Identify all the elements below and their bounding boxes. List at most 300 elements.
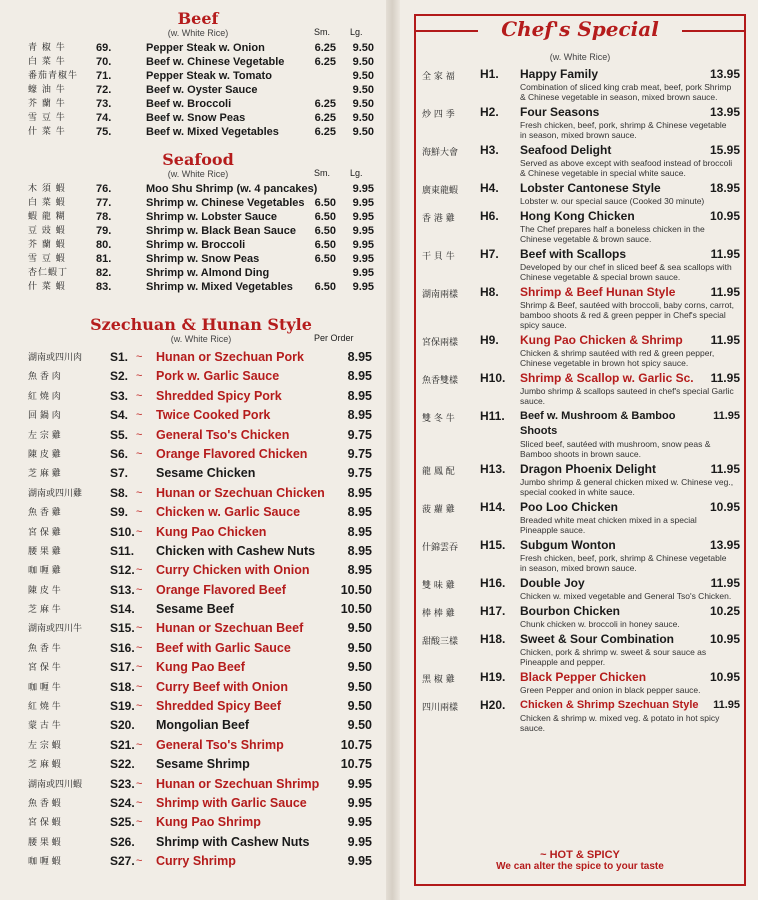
hot-pepper-icon: ~ xyxy=(136,583,143,596)
chinese-name: 白 菜 蝦 xyxy=(28,198,66,208)
item-name: Shrimp w. Lobster Sauce xyxy=(146,211,278,223)
special-item xyxy=(416,462,744,497)
item-description: Sliced beef, sautéed with mushroom, snow peas & Bamboo shoots in brown sauce. xyxy=(520,439,711,459)
price-large: 9.50 xyxy=(352,98,374,110)
price-small: 6.25 xyxy=(314,56,336,68)
hot-pepper-icon: ~ xyxy=(136,506,143,519)
price-small: 6.25 xyxy=(314,42,336,54)
item-name: Twice Cooked Pork xyxy=(156,408,271,423)
price-large: 9.95 xyxy=(352,197,374,209)
item-name: Beef w. Oyster Sauce xyxy=(146,84,258,96)
item-code: H19. xyxy=(480,670,506,684)
menu-item xyxy=(28,426,374,445)
item-title xyxy=(520,409,740,439)
item-title xyxy=(520,604,740,619)
item-number: S11. xyxy=(110,543,135,558)
chinese-name: 蝦 龍 糊 xyxy=(28,212,66,222)
item-price: 9.75 xyxy=(347,466,372,481)
item-name: Pepper Steak w. Onion xyxy=(146,42,265,54)
item-number: 79. xyxy=(96,225,112,237)
item-price: 9.95 xyxy=(347,776,372,791)
item-description: Jumbo shrimp & scallops sauteed in chef's special Garlic sauce. xyxy=(520,386,734,406)
item-name: Curry Beef with Onion xyxy=(156,679,288,694)
hot-pepper-icon: ~ xyxy=(136,777,143,790)
item-price: 11.95 xyxy=(710,576,740,590)
item-number: 69. xyxy=(96,42,112,54)
item-name: Chicken & Shrimp Szechuan Style xyxy=(520,699,699,711)
szechuan-list xyxy=(28,348,374,872)
item-description: Chicken & shrimp w. mixed veg. & potato in hot spicy sauce. xyxy=(520,713,720,733)
item-code: H7. xyxy=(480,247,499,261)
beef-title: Beef xyxy=(177,9,219,28)
chinese-name: 芝 麻 牛 xyxy=(28,605,61,616)
item-number: S16. xyxy=(110,640,135,655)
item-description: Green Pepper and onion in black pepper sauce. xyxy=(520,685,701,695)
chefs-special-subtitle: (w. White Rice) xyxy=(549,52,611,62)
item-title xyxy=(520,143,740,158)
price-large: 9.50 xyxy=(352,56,374,68)
item-name: Curry Shrimp xyxy=(156,854,236,869)
szechuan-section xyxy=(28,316,374,872)
item-price: 11.95 xyxy=(710,285,740,299)
beef-col-sm: Sm. xyxy=(314,27,331,37)
menu-item xyxy=(28,523,374,542)
item-title xyxy=(520,538,740,553)
menu-item xyxy=(28,833,374,852)
chinese-name: 芝 麻 蝦 xyxy=(28,760,61,771)
price-large: 9.50 xyxy=(352,126,374,138)
hot-spicy-note xyxy=(416,849,744,872)
chefs-special-box xyxy=(414,14,746,886)
item-number: 82. xyxy=(96,267,112,279)
item-name: Orange Flavored Beef xyxy=(156,582,286,597)
menu-item xyxy=(28,581,374,600)
item-number: 74. xyxy=(96,112,112,124)
chinese-name: 蠔 油 牛 xyxy=(28,85,66,95)
item-description: Served as above except with seafood instead of broccoli & Chinese vegetable in special white sauce. xyxy=(520,158,733,178)
chinese-name: 芥 蘭 牛 xyxy=(28,99,66,109)
chinese-name: 湖南或四川牛 xyxy=(28,624,83,635)
item-number: S26. xyxy=(110,834,135,849)
item-number: S19. xyxy=(110,699,135,714)
item-name: Kung Pao Beef xyxy=(156,660,245,675)
chinese-name: 咖 喱 牛 xyxy=(28,682,61,693)
price-small: 6.25 xyxy=(314,98,336,110)
hot-pepper-icon: ~ xyxy=(136,564,143,577)
item-price: 9.50 xyxy=(347,621,372,636)
special-item xyxy=(416,67,744,102)
item-number: 81. xyxy=(96,253,112,265)
beef-list xyxy=(28,41,374,139)
item-number: S1. xyxy=(110,350,129,364)
hot-pepper-icon: ~ xyxy=(136,351,143,363)
item-number: 83. xyxy=(96,281,112,293)
item-code: H11. xyxy=(480,409,505,423)
item-name: Moo Shu Shrimp (w. 4 pancakes) xyxy=(146,183,318,195)
item-name: Mongolian Beef xyxy=(156,718,250,733)
item-name: Shrimp w. Mixed Vegetables xyxy=(146,281,293,293)
item-title xyxy=(520,576,740,591)
item-code: H14. xyxy=(480,500,506,514)
price-small: 6.50 xyxy=(314,211,336,223)
item-number: S12. xyxy=(110,563,135,578)
item-name: Four Seasons xyxy=(520,105,600,119)
price-large: 9.50 xyxy=(352,42,374,54)
item-description: The Chef prepares half a boneless chicken in the Chinese vegetable & brown sauce. xyxy=(520,224,705,244)
item-description: Fresh chicken, beef, pork, shrimp & Chinese vegetable in season, mixed brown sauce. xyxy=(520,553,727,573)
item-number: S14. xyxy=(110,602,135,617)
item-name: Happy Family xyxy=(520,67,599,81)
item-code: H9. xyxy=(480,333,499,347)
menu-item xyxy=(28,182,374,196)
hot-pepper-icon: ~ xyxy=(136,738,143,751)
item-name: Double Joy xyxy=(520,576,585,590)
item-price: 8.95 xyxy=(347,505,372,520)
special-item xyxy=(416,371,744,406)
chinese-name: 木 須 蝦 xyxy=(28,184,66,194)
item-price: 18.95 xyxy=(709,181,740,195)
item-name: Hunan or Szechuan Shrimp xyxy=(156,776,320,791)
special-item xyxy=(416,670,744,695)
menu-item xyxy=(28,697,374,716)
item-title xyxy=(520,181,740,196)
item-name: Shrimp with Cashew Nuts xyxy=(156,834,310,849)
menu-item xyxy=(28,238,374,252)
item-price: 9.50 xyxy=(347,660,372,675)
item-number: 78. xyxy=(96,211,112,223)
special-item xyxy=(416,576,744,601)
item-number: 75. xyxy=(96,126,112,138)
item-name: Chicken with Cashew Nuts xyxy=(156,543,316,558)
chinese-name: 湖南或四川肉 xyxy=(28,353,83,363)
item-price: 15.95 xyxy=(709,143,740,157)
hot-pepper-icon: ~ xyxy=(136,622,143,635)
item-number: 71. xyxy=(96,70,112,82)
left-column xyxy=(28,10,374,872)
chinese-name: 四川兩樣 xyxy=(422,703,459,713)
item-price: 10.50 xyxy=(340,602,372,617)
chinese-name: 杏仁蝦丁 xyxy=(28,268,69,278)
hot-pepper-icon: ~ xyxy=(136,447,143,460)
hot-pepper-icon: ~ xyxy=(136,389,143,402)
chinese-name: 菠 蘿 雞 xyxy=(422,505,455,515)
menu-item xyxy=(28,406,374,425)
hot-pepper-icon: ~ xyxy=(136,641,143,654)
special-item xyxy=(416,333,744,368)
item-price: 8.95 xyxy=(347,563,372,578)
seafood-section xyxy=(28,151,374,294)
item-name: Shrimp w. Black Bean Sauce xyxy=(146,225,296,237)
chinese-name: 陳 皮 牛 xyxy=(28,585,61,596)
hot-pepper-icon: ~ xyxy=(136,525,143,538)
chinese-name: 咖 喱 蝦 xyxy=(28,857,61,868)
item-price: 10.50 xyxy=(340,582,372,597)
seafood-list xyxy=(28,182,374,294)
item-code: H8. xyxy=(480,285,499,299)
price-small: 6.25 xyxy=(314,112,336,124)
item-price: 8.95 xyxy=(347,543,372,558)
chinese-name: 棒 棒 雞 xyxy=(422,609,455,619)
hot-pepper-icon: ~ xyxy=(136,370,143,383)
item-name: Shrimp & Scallop w. Garlic Sc. xyxy=(520,371,694,385)
item-description: Combination of sliced king crab meat, beef, pork Shrimp & Chinese vegetable in season, mixed brown sauce. xyxy=(520,82,732,102)
hot-pepper-icon: ~ xyxy=(136,796,143,809)
chinese-name: 回 鍋 肉 xyxy=(28,411,61,422)
beef-section xyxy=(28,10,374,139)
hot-pepper-icon: ~ xyxy=(136,680,143,693)
item-price: 13.95 xyxy=(709,105,740,119)
item-number: S20. xyxy=(110,718,135,733)
item-name: Bourbon Chicken xyxy=(520,604,621,618)
chinese-name: 宮 保 蝦 xyxy=(28,818,61,829)
chinese-name: 左 宗 雞 xyxy=(28,430,61,441)
item-price: 10.75 xyxy=(340,737,372,752)
item-name: Orange Flavored Chicken xyxy=(156,446,308,461)
item-name: Sweet & Sour Combination xyxy=(520,632,675,646)
menu-item xyxy=(28,367,374,386)
item-price: 8.95 xyxy=(347,408,372,423)
item-price: 9.50 xyxy=(347,699,372,714)
menu-item xyxy=(28,387,374,406)
menu-item xyxy=(28,678,374,697)
item-title xyxy=(520,371,740,386)
menu-item xyxy=(28,210,374,224)
menu-item xyxy=(28,852,374,871)
chinese-name: 雪 豆 蝦 xyxy=(28,254,66,264)
item-name: Sesame Chicken xyxy=(156,466,256,481)
item-code: H3. xyxy=(480,143,499,157)
price-small: 6.50 xyxy=(314,281,336,293)
chinese-name: 青 椒 牛 xyxy=(28,43,66,53)
item-name: Kung Pao Chicken xyxy=(156,524,267,539)
item-code: H13. xyxy=(480,462,506,476)
price-large: 9.95 xyxy=(352,281,374,293)
item-price: 10.75 xyxy=(340,757,372,772)
chinese-name: 魚香雙樣 xyxy=(422,376,459,386)
hot-pepper-icon: ~ xyxy=(136,428,143,441)
chinese-name: 魚 香 雞 xyxy=(28,508,61,519)
item-price: 10.95 xyxy=(709,632,740,646)
chinese-name: 什 菜 牛 xyxy=(28,127,66,137)
item-name: Dragon Phoenix Delight xyxy=(520,462,657,476)
item-number: S5. xyxy=(110,427,129,442)
chinese-name: 魚 香 肉 xyxy=(28,372,61,383)
menu-item xyxy=(28,41,374,55)
price-small: 6.50 xyxy=(314,225,336,237)
item-price: 11.95 xyxy=(713,410,740,422)
item-price: 11.95 xyxy=(710,462,740,476)
item-name: Poo Loo Chicken xyxy=(520,500,619,514)
chinese-name: 芥 蘭 蝦 xyxy=(28,240,66,250)
item-price: 9.50 xyxy=(347,640,372,655)
menu-item xyxy=(28,542,374,561)
menu-item xyxy=(28,736,374,755)
price-large: 9.50 xyxy=(352,84,374,96)
hot-pepper-icon: ~ xyxy=(136,486,143,499)
menu-item xyxy=(28,252,374,266)
price-large: 9.95 xyxy=(352,239,374,251)
item-number: S23. xyxy=(110,776,135,791)
hot-pepper-icon: ~ xyxy=(136,409,143,422)
chinese-name: 湖南或四川雞 xyxy=(28,488,83,499)
item-price: 9.50 xyxy=(347,718,372,733)
item-description: Chicken, pork & shrimp w. sweet & sour sauce as Pineapple and pepper. xyxy=(520,647,707,667)
item-description: Breaded white meat chicken mixed in a special Pineapple sauce. xyxy=(520,515,697,535)
item-price: 8.95 xyxy=(347,485,372,500)
item-name: Beef with Garlic Sauce xyxy=(156,640,291,655)
menu-item xyxy=(28,69,374,83)
chinese-name: 龍 鳳 配 xyxy=(422,467,455,477)
item-price: 10.95 xyxy=(709,500,740,514)
menu-item xyxy=(28,196,374,210)
item-name: Beef w. Snow Peas xyxy=(146,112,246,124)
item-number: 76. xyxy=(96,183,112,195)
chinese-name: 香 港 雞 xyxy=(422,214,455,224)
item-number: 77. xyxy=(96,197,112,209)
price-large: 9.50 xyxy=(352,112,374,124)
item-number: S25. xyxy=(110,815,135,830)
item-price: 9.95 xyxy=(347,815,372,830)
item-price: 9.50 xyxy=(347,679,372,694)
chinese-name: 魚 香 牛 xyxy=(28,643,61,654)
item-title xyxy=(520,462,740,477)
item-code: H20. xyxy=(480,698,506,712)
chinese-name: 雪 豆 牛 xyxy=(28,113,66,123)
chinese-name: 紅 燒 肉 xyxy=(28,391,61,402)
item-number: S6. xyxy=(110,446,129,461)
item-code: H4. xyxy=(480,181,499,195)
item-description: Jumbo shrimp & general chicken mixed w. Chinese veg., special cooked in white sauce. xyxy=(520,477,734,497)
item-number: 80. xyxy=(96,239,112,251)
item-name: Curry Chicken with Onion xyxy=(156,563,310,578)
beef-subtitle: (w. White Rice) xyxy=(167,28,229,38)
chinese-name: 湖南或四川蝦 xyxy=(28,779,83,790)
item-code: H10. xyxy=(480,371,506,385)
item-code: H16. xyxy=(480,576,506,590)
item-name: Kung Pao Chicken & Shrimp xyxy=(520,333,683,347)
chinese-name: 陳 皮 雞 xyxy=(28,449,61,460)
item-title xyxy=(520,333,740,348)
item-number: S27. xyxy=(110,854,135,869)
special-item xyxy=(416,604,744,629)
item-price: 8.95 xyxy=(347,369,372,384)
item-title xyxy=(520,285,740,300)
item-name: Seafood Delight xyxy=(520,143,612,157)
item-name: Black Pepper Chicken xyxy=(520,670,647,684)
hot-pepper-icon: ~ xyxy=(540,849,547,861)
price-large: 9.95 xyxy=(352,253,374,265)
price-small: 6.50 xyxy=(314,197,336,209)
menu-item xyxy=(28,484,374,503)
item-number: S17. xyxy=(110,660,135,675)
item-name: Shrimp w. Almond Ding xyxy=(146,267,270,279)
menu-item xyxy=(28,813,374,832)
item-number: S13. xyxy=(110,582,135,597)
chefs-special-list xyxy=(416,67,744,733)
szechuan-subtitle: (w. White Rice) xyxy=(170,334,232,344)
item-name: Beef w. Mixed Vegetables xyxy=(146,126,279,138)
item-title xyxy=(520,209,740,224)
item-name: Shrimp w. Broccoli xyxy=(146,239,246,251)
item-title xyxy=(520,670,740,685)
item-number: S7. xyxy=(110,466,129,481)
item-name: Pepper Steak w. Tomato xyxy=(146,70,272,82)
item-description: Shrimp & Beef, sautéed with broccoli, baby corns, carrot, bamboo shoots & red & green pepper in Chef's special spicy sauce. xyxy=(520,300,735,330)
menu-item xyxy=(28,83,374,97)
item-name: Beef with Scallops xyxy=(520,247,627,261)
seafood-subtitle: (w. White Rice) xyxy=(167,169,229,179)
chinese-name: 白 菜 牛 xyxy=(28,57,66,67)
item-code: H2. xyxy=(480,105,499,119)
chinese-name: 豆 豉 蝦 xyxy=(28,226,66,236)
item-code: H1. xyxy=(480,67,499,81)
item-number: 72. xyxy=(96,84,112,96)
item-title xyxy=(520,67,740,82)
menu-item xyxy=(28,755,374,774)
item-price: 10.25 xyxy=(709,604,740,618)
item-name: Beef w. Broccoli xyxy=(146,98,232,110)
item-name: General Tso's Shrimp xyxy=(156,737,284,752)
item-price: 9.95 xyxy=(347,795,372,810)
item-number: S10. xyxy=(110,524,135,539)
item-price: 8.95 xyxy=(347,350,372,364)
chinese-name: 炒 四 季 xyxy=(422,110,455,120)
chinese-name: 干 貝 牛 xyxy=(422,252,455,262)
item-code: H18. xyxy=(480,632,506,646)
item-name: Shrimp & Beef Hunan Style xyxy=(520,285,676,299)
item-price: 9.95 xyxy=(347,854,372,869)
chinese-name: 腰 果 雞 xyxy=(28,546,61,557)
item-price: 11.95 xyxy=(713,699,740,711)
menu-item xyxy=(28,348,374,367)
chinese-name: 雙 冬 牛 xyxy=(422,414,455,424)
special-item xyxy=(416,538,744,573)
item-name: General Tso's Chicken xyxy=(156,427,290,442)
price-large: 9.50 xyxy=(352,70,374,82)
item-name: Pork w. Garlic Sauce xyxy=(156,369,280,384)
item-title xyxy=(520,105,740,120)
item-name: Shredded Spicy Pork xyxy=(156,388,282,403)
item-title xyxy=(520,632,740,647)
seafood-col-sm: Sm. xyxy=(314,168,331,178)
chinese-name: 什 菜 蝦 xyxy=(28,282,66,292)
special-item xyxy=(416,209,744,244)
price-large: 9.95 xyxy=(352,211,374,223)
menu-item xyxy=(28,464,374,483)
item-number: S18. xyxy=(110,679,135,694)
item-number: S24. xyxy=(110,795,135,810)
menu-item xyxy=(28,55,374,69)
item-number: 70. xyxy=(96,56,112,68)
szechuan-title: Szechuan & Hunan Style xyxy=(90,315,312,334)
menu-item xyxy=(28,658,374,677)
chinese-name: 黑 椒 雞 xyxy=(422,675,455,685)
item-name: Shrimp with Garlic Sauce xyxy=(156,795,307,810)
menu-item xyxy=(28,775,374,794)
item-price: 11.95 xyxy=(710,333,740,347)
menu-item xyxy=(28,445,374,464)
item-description: Chicken & shrimp sautéed with red & green pepper, Chinese vegetable in brown hot spicy sauce. xyxy=(520,348,715,368)
menu-item xyxy=(28,794,374,813)
special-item xyxy=(416,105,744,140)
seafood-col-lg: Lg. xyxy=(350,168,363,178)
item-name: Subgum Wonton xyxy=(520,538,616,552)
price-small: 6.50 xyxy=(314,253,336,265)
chinese-name: 湖南兩樣 xyxy=(422,290,459,300)
menu-item xyxy=(28,600,374,619)
item-price: 9.75 xyxy=(347,446,372,461)
menu-item xyxy=(28,266,374,280)
